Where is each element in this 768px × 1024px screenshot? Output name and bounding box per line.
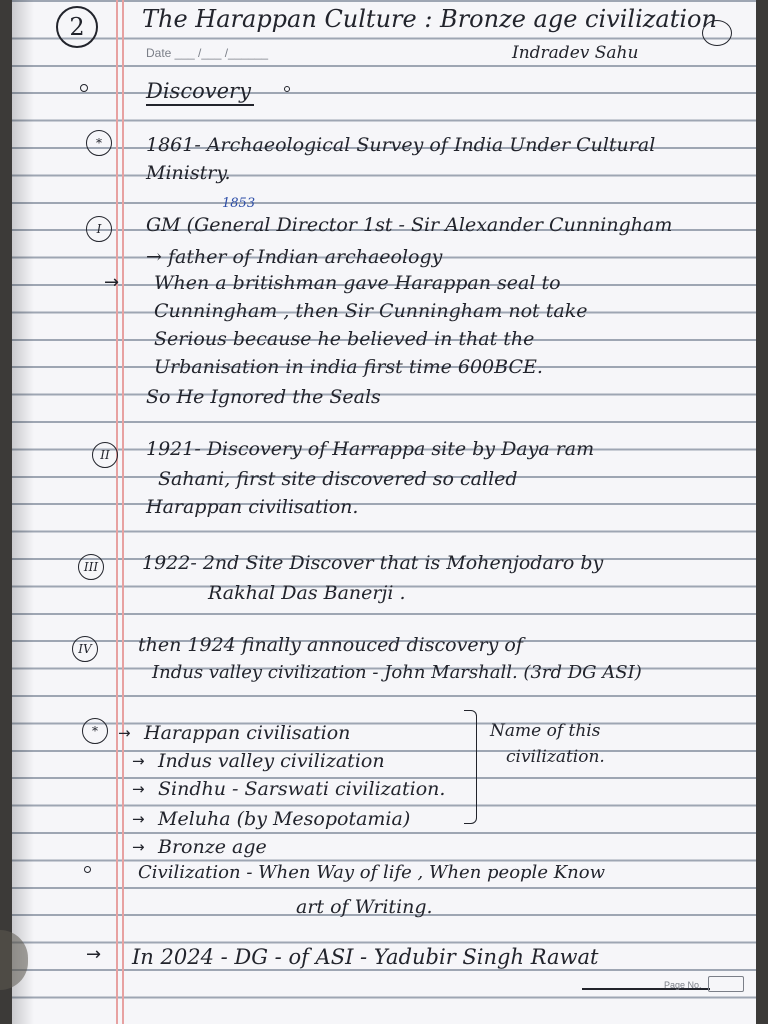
page-no-label: Page No. (664, 980, 702, 990)
date-label: Date ___ /___ /______ (146, 46, 269, 60)
year-annotation: 1853 (222, 196, 256, 211)
marker-star: * (86, 130, 112, 156)
name-item: Meluha (by Mesopotamia) (158, 808, 411, 830)
marker-star: * (82, 718, 108, 744)
note-line: Sahani, first site discovered so called (158, 468, 518, 490)
name-item: Harappan civilisation (144, 722, 351, 744)
note-line: Indus valley civilization - John Marshall. (3rd DG ASI) (152, 662, 642, 683)
note-line: → father of Indian archaeology (146, 246, 443, 268)
author-name: Indradev Sahu (512, 43, 639, 63)
margin-line-right (122, 0, 124, 1024)
heading-underline (146, 104, 254, 106)
arrow-icon: → (104, 272, 120, 293)
bullet-dot (80, 84, 88, 92)
name-item: Sindhu - Sarswati civilization. (158, 778, 446, 800)
page-no-box (708, 976, 744, 992)
bullet-dot (284, 86, 290, 92)
margin-line-left (116, 0, 118, 1024)
note-line: In 2024 - DG - of ASI - Yadubir Singh Rawat (132, 945, 599, 969)
note-line: 1921- Discovery of Harrappa site by Daya ram (146, 438, 595, 460)
arrow-icon: → (132, 780, 145, 798)
note-line: So He Ignored the Seals (146, 386, 381, 408)
note-line: Urbanisation in india first time 600BCE. (154, 356, 543, 378)
name-item: Bronze age (158, 836, 267, 858)
note-line: then 1924 finally annouced discovery of (138, 634, 523, 656)
marker-roman: II (92, 442, 118, 468)
arrow-icon: → (132, 838, 145, 856)
arrow-icon: → (86, 944, 102, 965)
marker-roman: IV (72, 636, 98, 662)
marker-roman: I (86, 216, 112, 242)
arrow-icon: → (132, 810, 145, 828)
bullet-dot (84, 866, 91, 873)
page-title: The Harappan Culture : Bronze age civilization (142, 5, 717, 33)
name-item: Indus valley civilization (158, 750, 385, 772)
section-heading: Discovery (146, 79, 251, 103)
scribble-mark (702, 20, 732, 46)
arrow-icon: → (118, 724, 131, 742)
note-line: Harappan civilisation. (146, 496, 359, 518)
note-line: Rakhal Das Banerji . (208, 582, 406, 604)
grouping-bracket (464, 710, 477, 824)
page-shadow (12, 0, 34, 1024)
note-line: Serious because he believed in that the (154, 328, 535, 350)
note-line: 1861- Archaeological Survey of India Under Cultural (146, 134, 656, 156)
note-line: When a britishman gave Harappan seal to (154, 272, 561, 294)
note-line: GM (General Director 1st - Sir Alexander Cunningham (146, 214, 673, 236)
note-line: 1922- 2nd Site Discover that is Mohenjodaro by (142, 552, 604, 574)
bracket-note: Name of this (490, 721, 601, 741)
note-line: art of Writing. (296, 896, 433, 918)
note-line: Civilization - When Way of life , When people Know (138, 862, 605, 883)
notebook-page (12, 0, 756, 1024)
arrow-icon: → (132, 752, 145, 770)
note-line: Ministry. (146, 162, 231, 184)
marker-roman: III (78, 554, 104, 580)
page-number-circle: 2 (56, 6, 98, 48)
bracket-note: civilization. (506, 747, 605, 767)
note-line: Cunningham , then Sir Cunningham not take (154, 300, 588, 322)
